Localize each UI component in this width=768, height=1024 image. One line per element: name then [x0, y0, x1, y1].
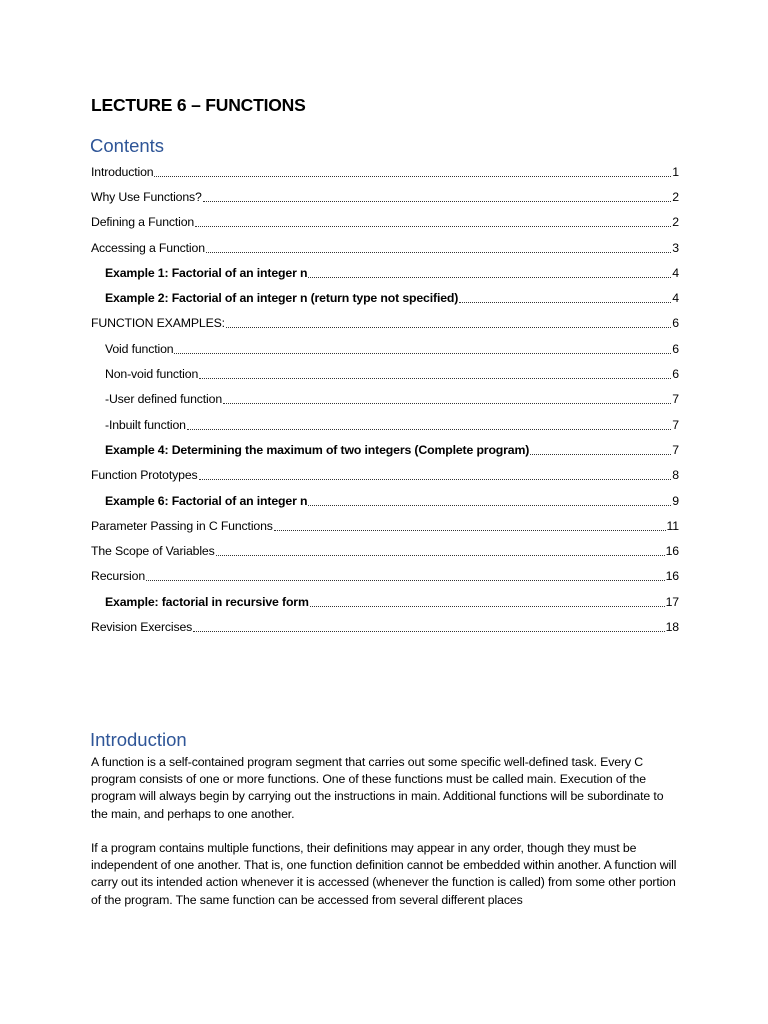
toc-entry-title: Defining a Function — [91, 215, 195, 230]
toc-entry-title: Parameter Passing in C Functions — [91, 518, 273, 533]
toc-page-number: 3 — [672, 240, 679, 255]
toc-entry[interactable] — [91, 387, 679, 412]
toc-page-number: 16 — [665, 544, 679, 559]
toc-entry-title: Function Prototypes — [91, 468, 198, 483]
toc-entry-title: Why Use Functions? — [91, 189, 202, 204]
toc-entry[interactable] — [91, 488, 679, 513]
toc-dot-leader — [308, 266, 671, 280]
toc-dot-leader — [223, 392, 671, 406]
toc-entry[interactable] — [91, 437, 679, 462]
toc-dot-leader — [274, 519, 666, 533]
toc-entry[interactable] — [91, 210, 679, 235]
toc-dot-leader — [174, 342, 671, 356]
toc-entry-title: FUNCTION EXAMPLES: — [91, 316, 225, 331]
toc-dot-leader — [187, 418, 671, 432]
toc-entry[interactable] — [91, 513, 679, 538]
toc-entry-title: Non-void function — [105, 367, 199, 382]
toc-entry-title: The Scope of Variables — [91, 544, 215, 559]
toc-dot-leader — [310, 595, 665, 609]
toc-entry-title: Introduction — [91, 164, 154, 179]
toc-page-number: 7 — [672, 392, 679, 407]
toc-entry-title: Example 2: Factorial of an integer n (return type not specified) — [105, 291, 459, 306]
toc-entry[interactable] — [91, 260, 679, 285]
toc-page-number: 8 — [672, 468, 679, 483]
table-of-contents — [91, 159, 679, 640]
toc-dot-leader — [199, 367, 671, 381]
toc-page-number: 11 — [666, 518, 679, 533]
toc-entry[interactable] — [91, 564, 679, 589]
toc-entry[interactable] — [91, 463, 679, 488]
toc-dot-leader — [154, 165, 671, 179]
toc-entry[interactable] — [91, 336, 679, 361]
toc-dot-leader — [308, 494, 671, 508]
toc-entry-title: Accessing a Function — [91, 240, 205, 255]
toc-entry[interactable] — [91, 235, 679, 260]
toc-entry[interactable] — [91, 538, 679, 563]
toc-entry-title: Example 1: Factorial of an integer n — [105, 265, 308, 280]
toc-page-number: 6 — [672, 367, 679, 382]
toc-entry-title: Example 4: Determining the maximum of two integers (Complete program) — [105, 442, 530, 457]
toc-entry[interactable] — [91, 311, 679, 336]
introduction-heading: Introduction — [90, 729, 187, 750]
toc-page-number: 9 — [672, 493, 679, 508]
toc-page-number: 7 — [672, 442, 679, 457]
toc-dot-leader — [203, 190, 672, 204]
toc-dot-leader — [193, 620, 664, 634]
toc-entry-title: -Inbuilt function — [105, 417, 186, 432]
toc-page-number: 2 — [672, 215, 679, 230]
toc-entry-title: Example: factorial in recursive form — [105, 594, 309, 609]
toc-entry[interactable] — [91, 285, 679, 310]
toc-page-number: 6 — [672, 341, 679, 356]
toc-entry[interactable] — [91, 589, 679, 614]
toc-entry[interactable] — [91, 614, 679, 639]
toc-page-number: 17 — [665, 594, 679, 609]
toc-dot-leader — [206, 241, 671, 255]
toc-entry-title: -User defined function — [105, 392, 223, 407]
toc-entry[interactable] — [91, 361, 679, 386]
toc-page-number: 1 — [672, 164, 679, 179]
toc-page-number: 16 — [665, 569, 679, 584]
contents-heading: Contents — [90, 135, 165, 156]
toc-page-number: 4 — [672, 291, 679, 306]
introduction-paragraph: If a program contains multiple functions, their definitions may appear in any order, though they must be independent of one another. That is, one function definition cannot be embedded within another. A function will carry out its intended action whenever it is accessed (whenever the function is called) from some other portion of the program. The same function can be accessed from several different places — [91, 841, 677, 907]
introduction-paragraph: A function is a self-contained program segment that carries out some specific well-defined task. Every C program consists of one or more functions. One of these functions must be called main. Execution of the program will always begin by carrying out the instructions in main. Additional functions will be subordinate to the main, and perhaps to one another. — [91, 755, 664, 821]
toc-dot-leader — [216, 544, 665, 558]
toc-dot-leader — [146, 569, 665, 583]
toc-page-number: 18 — [665, 619, 679, 634]
toc-entry[interactable] — [91, 159, 679, 184]
toc-dot-leader — [199, 468, 672, 482]
toc-dot-leader — [530, 443, 671, 457]
document-title: LECTURE 6 – FUNCTIONS — [91, 95, 306, 115]
toc-entry-title: Void function — [105, 341, 174, 356]
toc-entry-title: Example 6: Factorial of an integer n — [105, 493, 308, 508]
toc-entry[interactable] — [91, 412, 679, 437]
toc-page-number: 2 — [672, 189, 679, 204]
toc-entry[interactable] — [91, 184, 679, 209]
toc-page-number: 7 — [672, 417, 679, 432]
toc-page-number: 4 — [672, 265, 679, 280]
toc-page-number: 6 — [672, 316, 679, 331]
toc-entry-title: Recursion — [91, 569, 146, 584]
toc-dot-leader — [195, 215, 671, 229]
toc-dot-leader — [226, 316, 671, 330]
toc-dot-leader — [459, 291, 671, 305]
toc-entry-title: Revision Exercises — [91, 619, 193, 634]
